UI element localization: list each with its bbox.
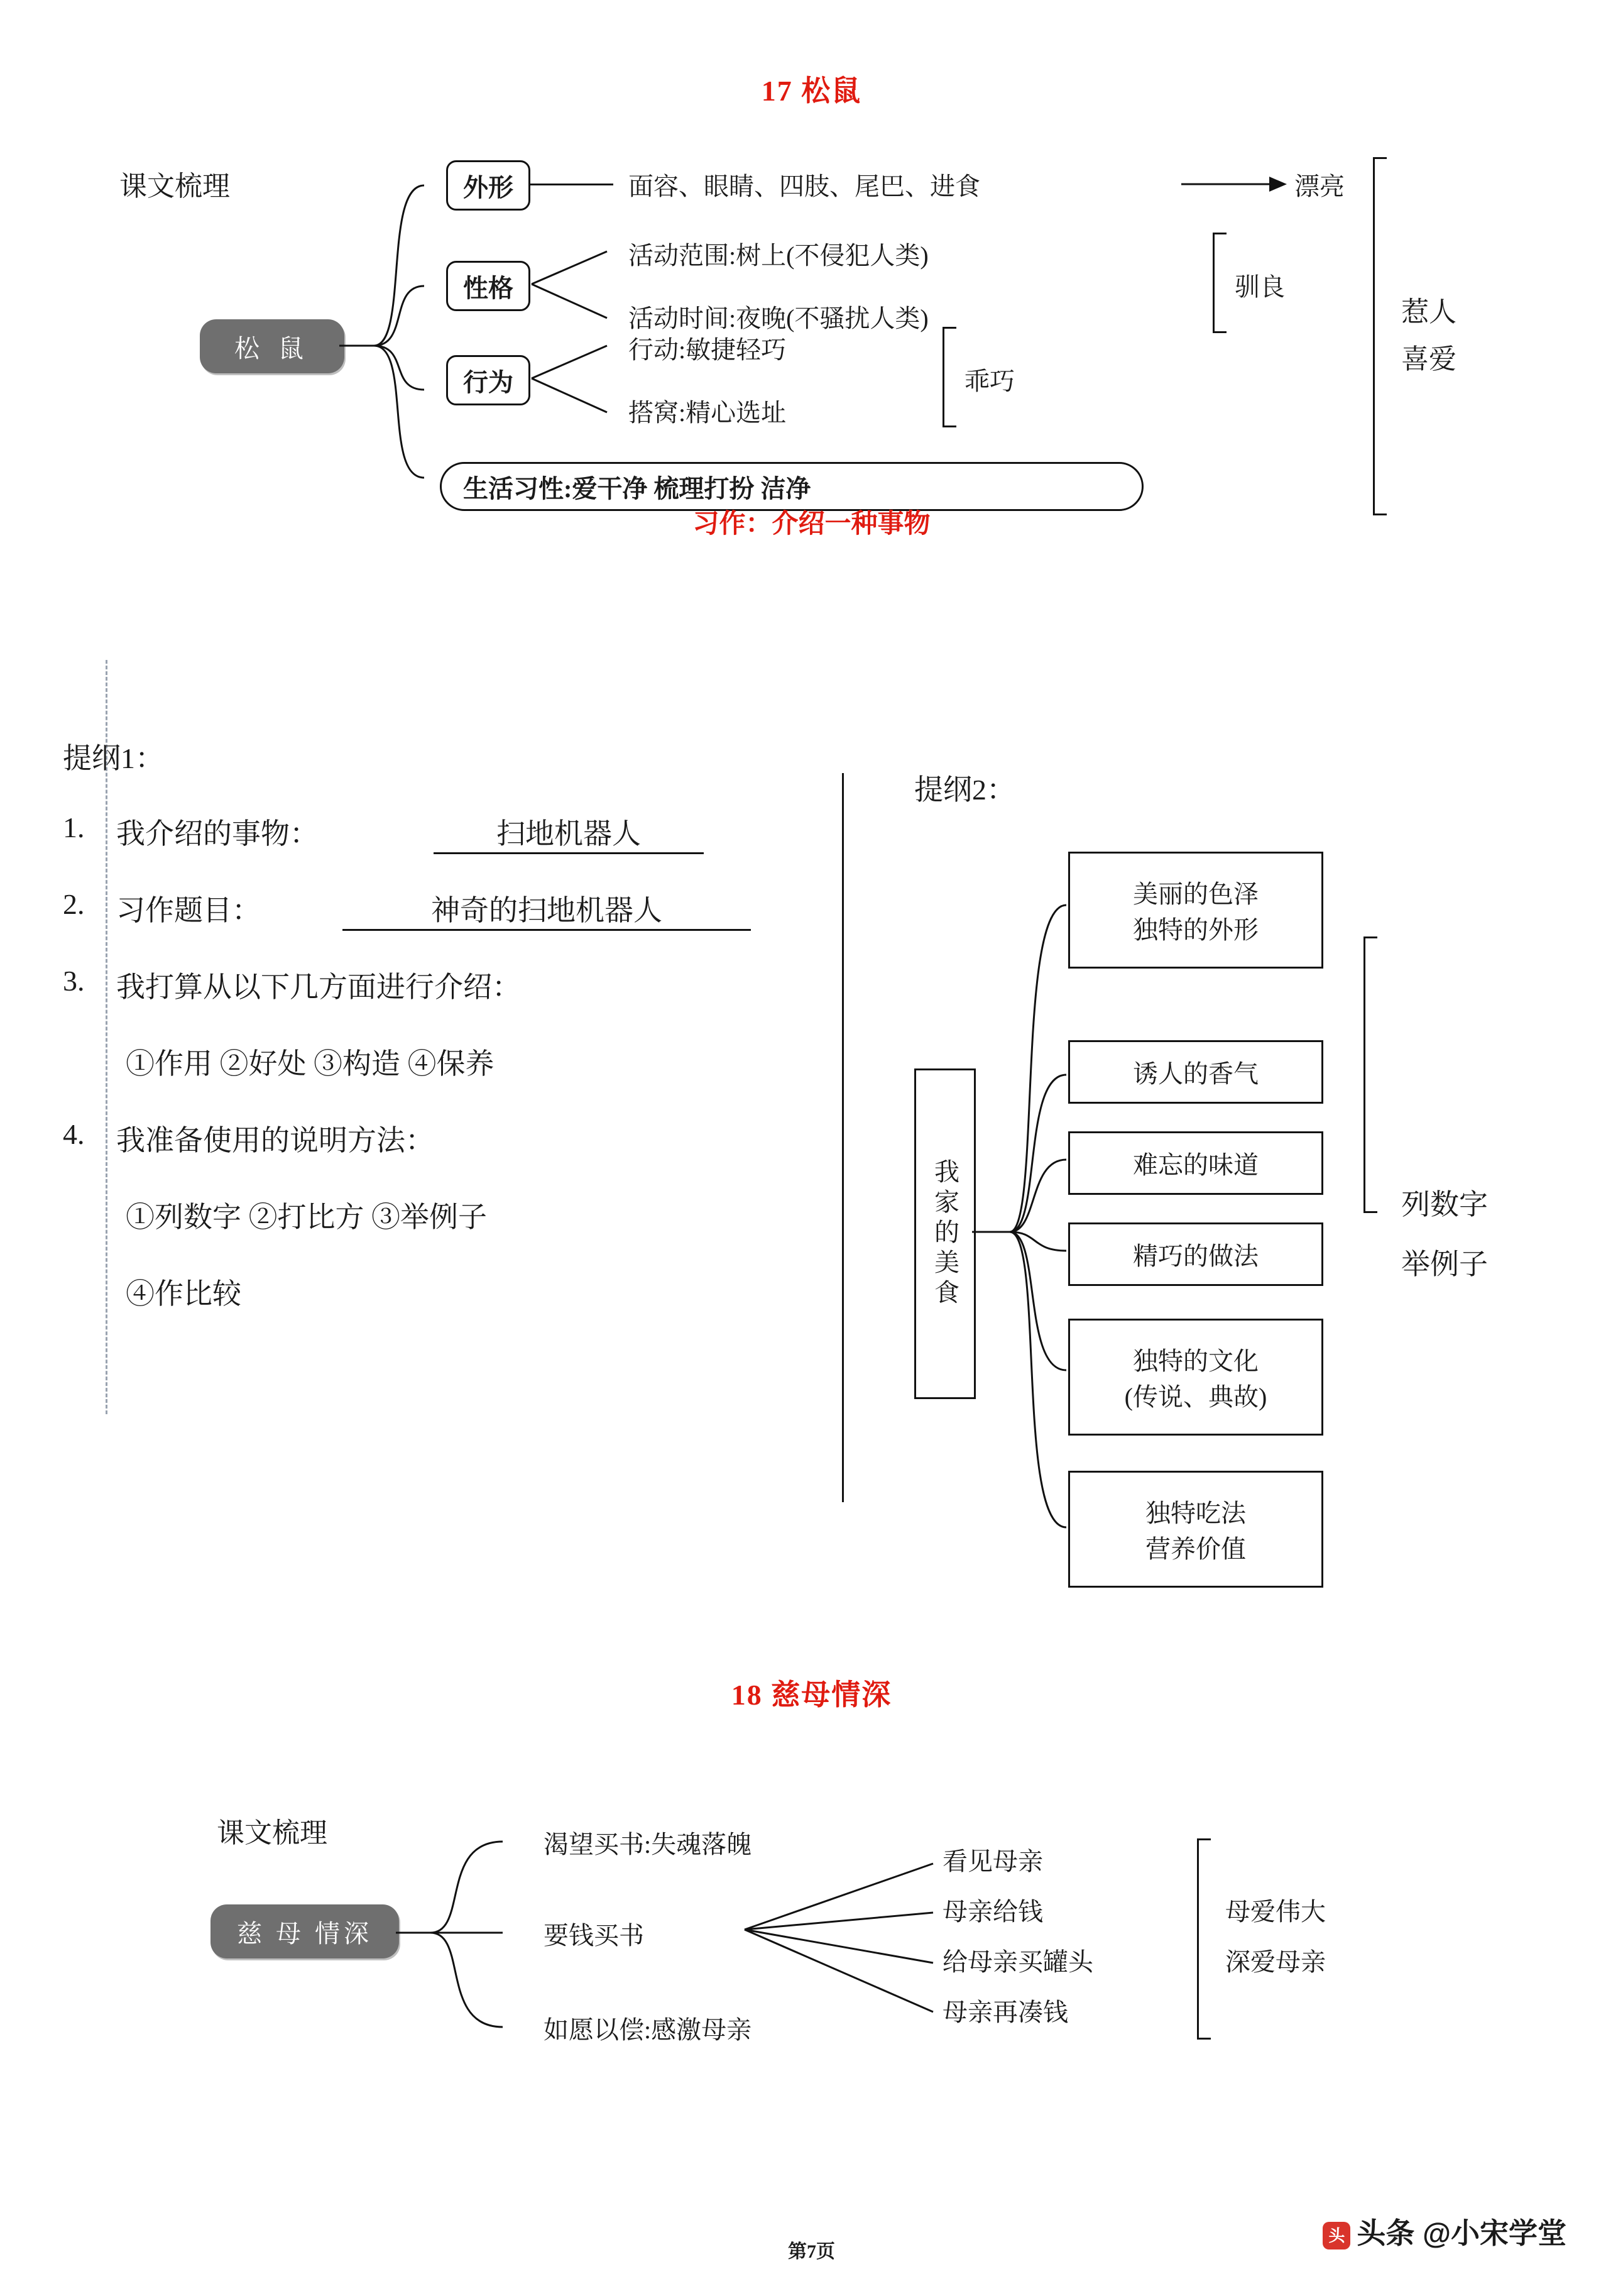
section17-branch-label-xingwei: 行为 (446, 355, 530, 405)
connector-xingge (532, 245, 613, 333)
outline1-item-3-num: 3. (63, 965, 85, 997)
section17-xingwei-summary: 乖巧 (965, 367, 1015, 395)
outline1-item-2-label: 习作题目： (116, 894, 261, 926)
outline1-item-1-answer[interactable]: 扫地机器人 (434, 811, 704, 854)
watermark (1323, 2211, 1566, 2273)
section17-xingge-item-1: 活动范围:树上(不侵犯人类) (628, 241, 929, 270)
section17-branch-connectors (314, 157, 465, 509)
section17-xingge-summary: 驯良 (1235, 273, 1285, 301)
connector-waixing (530, 184, 613, 185)
outline2-connectors (972, 867, 1073, 1666)
arrow-to-piaoliang (1181, 173, 1288, 198)
outline2-item-6 (1068, 1471, 1323, 1588)
section17-xingwei-item-1: 行动:敏捷轻巧 (628, 336, 787, 364)
outline2-item-6-line-1: 独特吃法 (1145, 1499, 1246, 1527)
section17-xingge-item-2: 活动时间:夜晚(不骚扰人类) (628, 304, 929, 332)
outline-separator (842, 773, 844, 1502)
section17-branch-label-waixing: 外形 (446, 160, 530, 211)
outline1-item-1-label: 我介绍的事物： (116, 818, 319, 850)
outline1-item-3-label: 我打算从以下几方面进行介绍： (116, 971, 521, 1003)
section18-fan-item-3: 给母亲买罐头 (943, 1948, 1093, 1976)
outline1-item-2-num: 2. (63, 888, 85, 920)
section18-summary-line1: 母爱伟大 (1225, 1898, 1326, 1926)
outline2-summary-line2: 举例子 (1401, 1248, 1488, 1280)
section18-center-node: 慈 母 情深 (210, 1904, 399, 1958)
outline1-item-3-options: ①作用 ②好处 ③构造 ④保养 (126, 1048, 495, 1080)
section18-branch-2: 要钱买书 (544, 1921, 644, 1950)
outline2-item-6-line-2: 营养价值 (1145, 1535, 1246, 1563)
outline2-center-label-text: 我家的美食 (931, 1158, 959, 1309)
section18-fan-item-1: 看见母亲 (943, 1847, 1043, 1876)
watermark-logo-icon: 头条 (1323, 2222, 1350, 2249)
section18-fan-item-4: 母亲再凑钱 (943, 1998, 1068, 2026)
outline2-item-1-line-1: 美丽的色泽 (1133, 880, 1259, 908)
section17-waixing-summary: 漂亮 (1294, 172, 1345, 200)
outline2-item-3: 难忘的味道 (1068, 1131, 1323, 1195)
section-18-title: 18 慈母情深 (731, 1679, 892, 1711)
section18-left-label: 课文梳理 (217, 1818, 327, 1848)
section17-total-summary-line1: 惹人 (1401, 297, 1456, 327)
outline1-item-1-num: 1. (63, 811, 85, 843)
section17-waixing-content: 面容、眼睛、四肢、尾巴、进食 (628, 172, 980, 200)
section17-xingwei-item-2: 搭窝:精心选址 (628, 398, 787, 427)
page-number: 第7页 (788, 2241, 835, 2262)
section18-branch-3: 如愿以偿:感激母亲 (544, 2016, 752, 2044)
section18-branch-connectors (396, 1810, 540, 2062)
outline2-item-1-line-2: 独特的外形 (1133, 916, 1259, 944)
section18-fan-item-2: 母亲给钱 (943, 1898, 1043, 1926)
outline1-item-4-options-b: ④作比较 (126, 1278, 241, 1310)
section18-summary-line2: 深爱母亲 (1225, 1948, 1326, 1976)
outline2-center-label (914, 1068, 976, 1399)
section17-center-node: 松 鼠 (200, 319, 344, 373)
outline2-heading: 提纲2： (914, 774, 1015, 806)
section-17-title: 17 松鼠 (761, 75, 862, 107)
section17-branch-label-xingge: 性格 (446, 261, 530, 311)
section17-total-summary-line2: 喜爱 (1401, 344, 1456, 375)
outline2-item-5 (1068, 1319, 1323, 1436)
outline1-item-2-answer[interactable]: 神奇的扫地机器人 (342, 887, 751, 931)
xizuo-title: 习作：介绍一种事物 (692, 510, 931, 539)
outline1-item-4-num: 4. (63, 1118, 85, 1150)
outline2-item-5-line-2: (传说、典故) (1124, 1383, 1267, 1411)
outline1-item-4-options-a: ①列数字 ②打比方 ③举例子 (126, 1201, 487, 1233)
outline1-item-4-label: 我准备使用的说明方法： (116, 1124, 434, 1156)
section17-branch-shenghuoxixing: 生活习性:爱干净 梳理打扮 洁净 (440, 462, 1144, 511)
outline2-item-2: 诱人的香气 (1068, 1040, 1323, 1104)
outline1-heading: 提纲1： (63, 742, 164, 774)
section18-fan-connectors (745, 1857, 946, 2046)
connector-xingwei (532, 339, 613, 427)
outline2-item-1 (1068, 852, 1323, 969)
watermark-text: 头条 @小宋学堂 (1357, 2217, 1566, 2249)
section18-branch-1: 渴望买书:失魂落魄 (544, 1830, 752, 1859)
outline2-item-5-line-1: 独特的文化 (1133, 1347, 1259, 1375)
outline2-item-4: 精巧的做法 (1068, 1222, 1323, 1286)
section17-left-label: 课文梳理 (119, 171, 230, 202)
outline2-summary-line1: 列数字 (1401, 1189, 1488, 1221)
